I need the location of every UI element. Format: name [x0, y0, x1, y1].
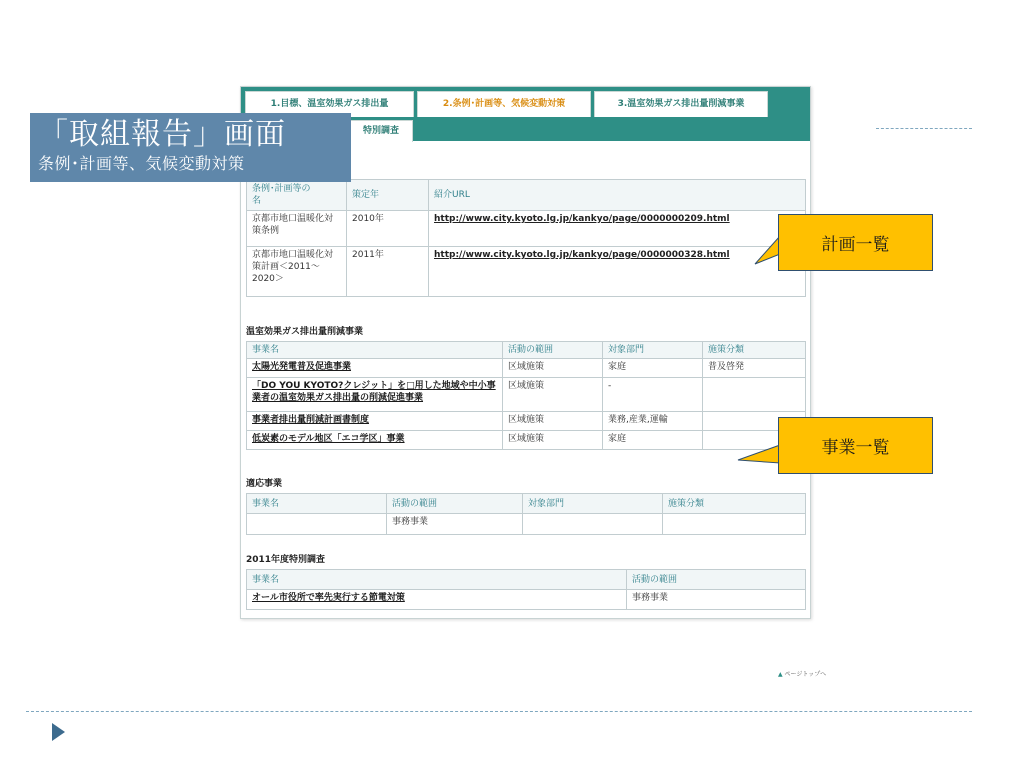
overlay-title: 「取組報告」画面 — [38, 117, 286, 152]
project-sector: 家庭 — [603, 431, 703, 450]
page-top-arrow-icon: ▲ — [778, 671, 783, 678]
plans-header-year: 策定年 — [347, 180, 429, 211]
project-sector: - — [603, 378, 703, 412]
tab-reduction-projects[interactable]: 3.温室効果ガス排出量削減事業 — [594, 91, 768, 117]
adaptation-category — [663, 514, 806, 535]
table-row — [247, 412, 806, 431]
adaptation-header-category: 施策分類 — [663, 494, 806, 514]
plan-url-link[interactable]: http://www.city.kyoto.lg.jp/kankyo/page/0000000328.html — [434, 250, 730, 260]
plan-list-callout: 計画一覧 — [778, 214, 933, 271]
project-scope: 区域施策 — [503, 378, 603, 412]
plan-name: 京都市地口温暖化対策計画＜2011～2020＞ — [247, 247, 347, 297]
project-scope: 区域施策 — [503, 412, 603, 431]
survey-project-link[interactable]: オール市役所で率先実行する節電対策 — [252, 593, 405, 603]
reduction-header-category: 施策分類 — [703, 342, 806, 359]
plan-year: 2011年 — [347, 247, 429, 297]
project-category: 普及啓発 — [703, 359, 806, 378]
project-list-callout: 事業一覧 — [778, 417, 933, 474]
page-top-link[interactable] — [778, 669, 826, 678]
table-row — [247, 590, 806, 610]
adaptation-header-sector: 対象部門 — [523, 494, 663, 514]
adaptation-scope: 事務事業 — [387, 514, 523, 535]
table-row — [247, 514, 806, 535]
survey-scope: 事務事業 — [627, 590, 806, 610]
reduction-table — [246, 341, 806, 450]
survey-section-title: 2011年度特別調査 — [246, 555, 326, 565]
page-top-label: ページトップへ — [784, 671, 827, 678]
overlay-subtitle: 条例･計画等、気候変動対策 — [38, 154, 245, 173]
adaptation-section-title: 適応事業 — [246, 479, 283, 489]
survey-header-scope: 活動の範囲 — [627, 570, 806, 590]
dashed-rule-bottom — [26, 711, 972, 712]
project-scope: 区域施策 — [503, 431, 603, 450]
adaptation-header-scope: 活動の範囲 — [387, 494, 523, 514]
plan-year: 2010年 — [347, 211, 429, 247]
adaptation-header-name: 事業名 — [247, 494, 387, 514]
adaptation-name — [247, 514, 387, 535]
tab-special-survey[interactable]: 特別調査 — [349, 120, 413, 142]
project-category — [703, 378, 806, 412]
overlay-title-box — [30, 113, 351, 182]
plans-header-name: 条例･計画等の 名 — [247, 180, 347, 211]
plan-url-link[interactable]: http://www.city.kyoto.lg.jp/kankyo/page/0000000209.html — [434, 214, 730, 224]
reduction-header-name: 事業名 — [247, 342, 503, 359]
reduction-header-scope: 活動の範囲 — [503, 342, 603, 359]
project-link[interactable]: 太陽光発電普及促進事業 — [252, 362, 352, 372]
project-link[interactable]: 低炭素のモデル地区「エコ学区」事業 — [252, 434, 405, 444]
table-row — [247, 378, 806, 412]
play-triangle-icon — [52, 723, 65, 741]
plan-name: 京都市地口温暖化対策条例 — [247, 211, 347, 247]
tab-targets-emissions[interactable]: 1.目標、温室効果ガス排出量 — [245, 91, 414, 117]
project-sector: 業務,産業,運輸 — [603, 412, 703, 431]
project-link[interactable]: 「DO YOU KYOTO?クレジット」を□用した地域や中小事業者の温室効果ガス排出量の削減促進事業 — [252, 381, 496, 403]
plans-header-url: 紹介URL — [429, 180, 806, 211]
table-row — [247, 359, 806, 378]
adaptation-table — [246, 493, 806, 535]
survey-table — [246, 569, 806, 610]
project-scope: 区域施策 — [503, 359, 603, 378]
dashed-rule-top — [876, 128, 972, 129]
table-row — [247, 211, 806, 247]
survey-header-name: 事業名 — [247, 570, 627, 590]
tab-ordinances-plans[interactable]: 2.条例･計画等、気候変動対策 — [417, 91, 591, 117]
project-link[interactable]: 事業者排出量削減計画書制度 — [252, 415, 370, 425]
plans-table — [246, 179, 806, 297]
reduction-header-sector: 対象部門 — [603, 342, 703, 359]
adaptation-sector — [523, 514, 663, 535]
table-row — [247, 247, 806, 297]
table-row — [247, 431, 806, 450]
reduction-section-title: 温室効果ガス排出量削減事業 — [246, 327, 364, 337]
project-sector: 家庭 — [603, 359, 703, 378]
